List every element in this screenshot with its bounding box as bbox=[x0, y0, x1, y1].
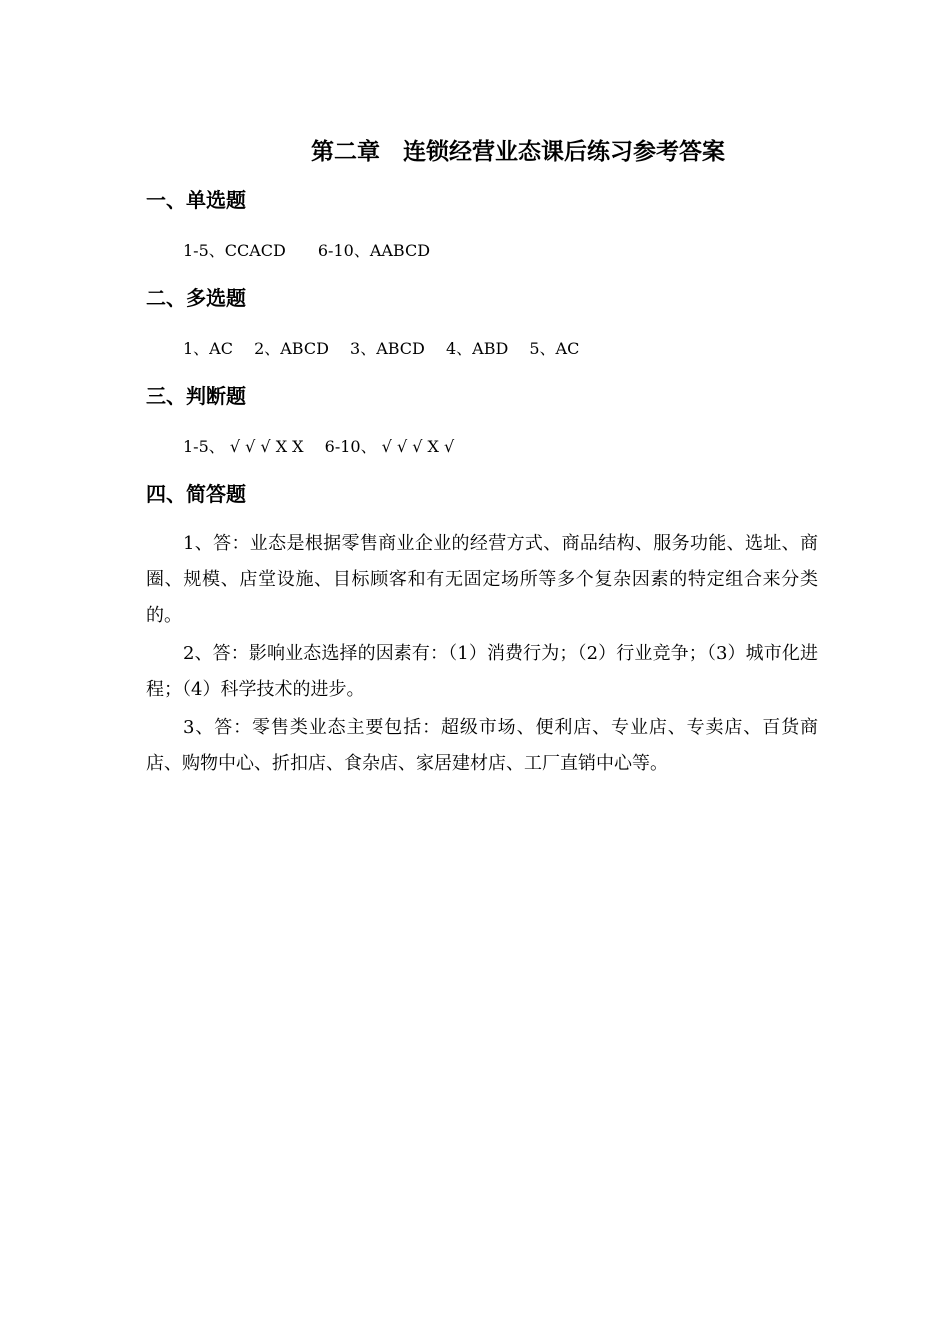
section-heading-multiple-choice: 二、多选题 bbox=[146, 286, 246, 310]
section-heading-short-answer: 四、简答题 bbox=[146, 482, 246, 506]
multiple-choice-answers: 1、AC 2、ABCD 3、ABCD 4、ABD 5、AC bbox=[183, 339, 580, 358]
section-heading-single-choice: 一、单选题 bbox=[146, 188, 246, 212]
page-title: 第二章 连锁经营业态课后练习参考答案 bbox=[311, 139, 725, 165]
true-false-answers: 1-5、 √ √ √ X X 6-10、 √ √ √ X √ bbox=[183, 437, 455, 456]
section-heading-true-false: 三、判断题 bbox=[146, 384, 246, 408]
short-answer-paragraph-2: 2、答：影响业态选择的因素有：（1）消费行为；（2）行业竞争；（3）城市化进程；（4）科学技术的进步。 bbox=[146, 643, 818, 700]
short-answer-paragraph-3: 3、答：零售类业态主要包括：超级市场、便利店、专业店、专卖店、百货商店、购物中心、折扣店、食杂店、家居建材店、工厂直销中心等。 bbox=[146, 717, 818, 774]
short-answer-paragraph-1: 1、答：业态是根据零售商业企业的经营方式、商品结构、服务功能、选址、商圈、规模、店堂设施、目标顾客和有无固定场所等多个复杂因素的特定组合来分类的。 bbox=[146, 533, 818, 626]
single-choice-answers: 1-5、CCACD 6-10、AABCD bbox=[183, 241, 431, 260]
